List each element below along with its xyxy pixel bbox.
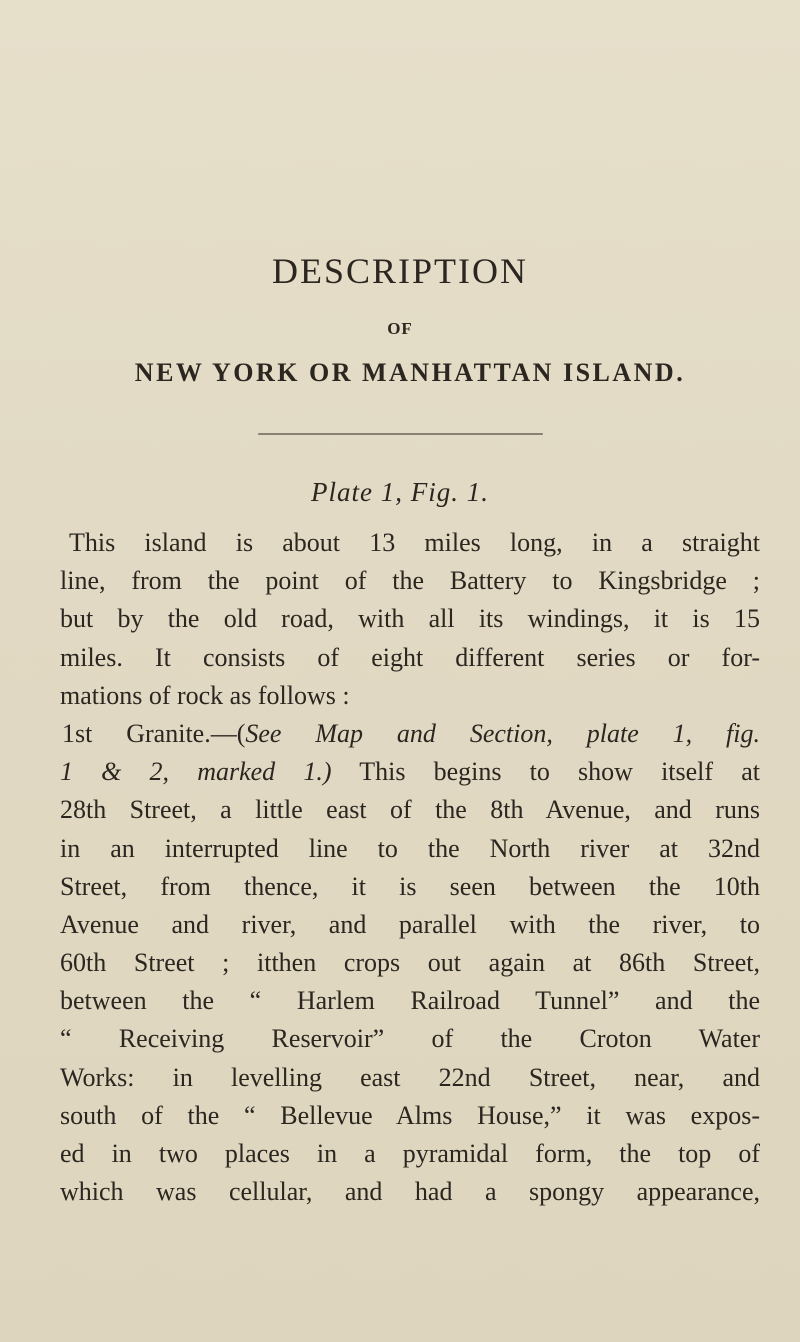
text-line: Street, from thence, it is seen between the 10th: [60, 871, 760, 901]
title-divider: [258, 433, 543, 435]
map-reference: See Map and Section, plate 1, fig.: [245, 718, 760, 748]
plate-caption: Plate 1, Fig. 1.: [311, 477, 489, 507]
text-line: 60th Street ; itthen crops out again at 86th Street,: [60, 948, 760, 978]
text-line: line, from the point of the Battery to Kingsbridge ;: [60, 566, 760, 596]
text-line: ed in two places in a pyramidal form, the top of: [60, 1139, 760, 1168]
text-line: Works: in levelling east 22nd Street, near, and: [60, 1062, 760, 1092]
page-subtitle: NEW YORK OR MANHATTAN ISLAND.: [134, 358, 686, 387]
granite-label: 1st Granite.—(: [62, 718, 246, 748]
text-line: miles. It consists of eight different series or for-: [60, 642, 760, 672]
text-line: south of the “ Bellevue Alms House,” it was expos-: [60, 1100, 760, 1130]
text-line: 28th Street, a little east of the 8th Avenue, and runs: [60, 795, 760, 825]
text-line: mations of rock as follows :: [60, 680, 350, 710]
text-line-figures: [60, 753, 760, 791]
text-line: “ Receiving Reservoir” of the Croton Water: [60, 1024, 760, 1054]
text-line: in an interrupted line to the North river at 32nd: [60, 833, 760, 863]
body-text: [60, 524, 760, 1211]
text-line: Avenue and river, and parallel with the river, to: [60, 909, 760, 939]
title-connector: OF: [387, 319, 413, 338]
figure-reference: 1 & 2, marked 1.): [60, 757, 332, 787]
text-line-granite: [60, 715, 760, 753]
text-line: but by the old road, with all its windings, it is 15: [60, 604, 760, 634]
text-line: This island is about 13 miles long, in a straight: [69, 528, 760, 557]
page-title: DESCRIPTION: [271, 251, 529, 291]
text-line: which was cellular, and had a spongy appearance,: [60, 1177, 760, 1207]
text-line: between the “ Harlem Railroad Tunnel” and the: [60, 986, 760, 1016]
text-fragment: This begins to show itself at: [331, 757, 760, 787]
